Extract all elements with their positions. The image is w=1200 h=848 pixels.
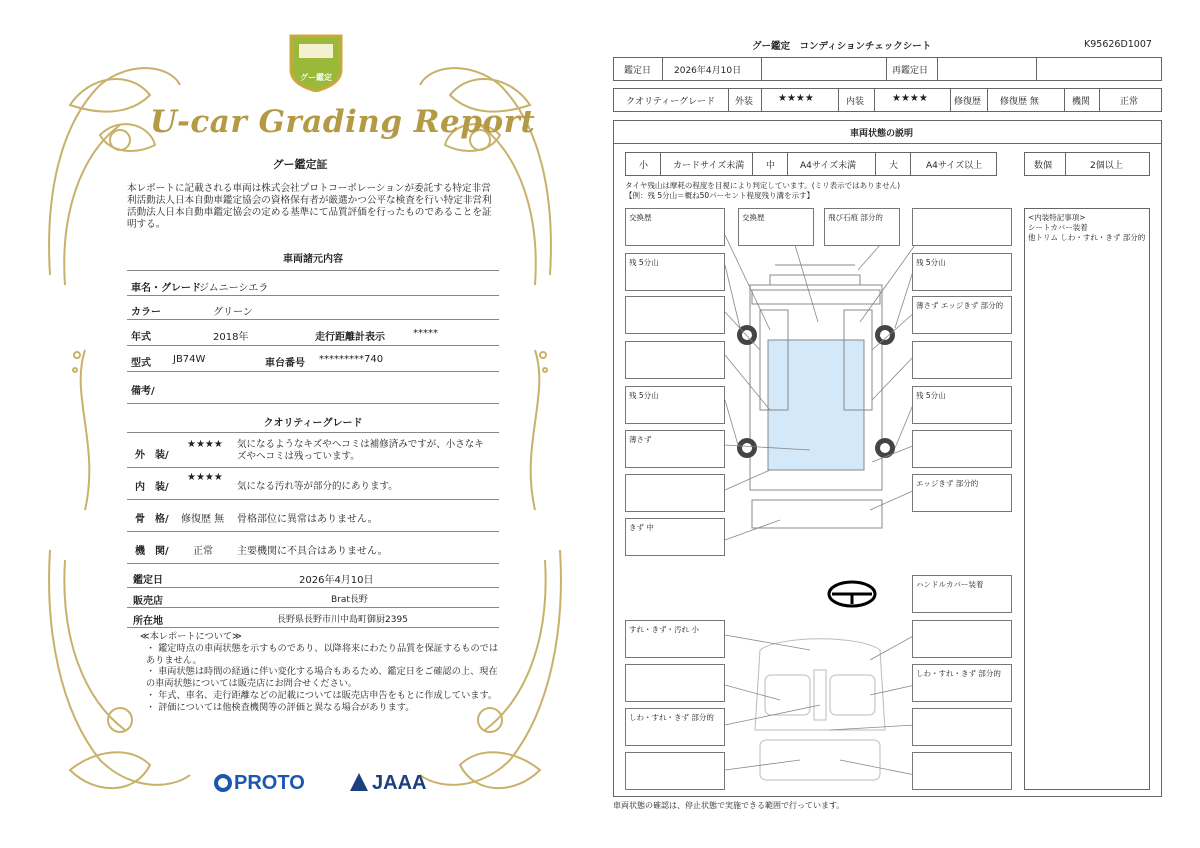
annotation-text: 薄さず [629,435,652,444]
exterior-row [127,432,499,468]
size-mid-desc: A4サイズ未満 [800,161,857,171]
year-value: 2018年 [213,332,249,343]
annotation-box [912,296,1012,334]
annotation-box [912,341,1012,379]
repair-value: 修復歴 無 [1000,97,1039,107]
int-stars: ★★★★ [892,93,928,104]
annotation-box [625,664,725,702]
ext-stars: ★★★★ [778,93,814,104]
annotation-box [625,708,725,746]
annotation-box [625,620,725,658]
annotation-box [912,208,1012,246]
address-label: 所在地 [133,616,163,627]
frame-row [127,500,499,532]
shop-label: 販売店 [133,596,163,607]
jaaa-logo-text: JAAA [372,772,427,794]
annotation-box [738,208,814,246]
annotation-box [912,575,1012,613]
date-value: 2026年4月10日 [674,66,742,76]
annotation-box [625,430,725,468]
address-value: 長野県長野市川中島町御厨2395 [277,615,408,625]
annotation-text: エッジきず 部分的 [916,479,979,488]
model-value: JB74W [173,354,206,365]
engine-text: 主要機関に不具合はありません。 [237,546,388,557]
side-ornament-right [515,345,555,515]
specs-title: 車両諸元内容 [283,254,343,265]
remarks-label: 備考/ [131,386,155,397]
interior-label: 内 装/ [135,482,169,493]
reappraisal-label: 再鑑定日 [892,66,929,76]
logo-text: グー鑑定 [300,73,332,82]
mileage-value: ***** [413,328,438,339]
annotation-box [912,474,1012,512]
tire-note-2: 【例：残 5分山＝概ね50パーセント程度残り溝を示す】 [625,191,815,200]
annotation-text: 交換歴 [629,213,652,222]
annotation-box [912,708,1012,746]
year-label: 年式 [131,332,151,343]
quality-label: クオリティーグレード [626,97,716,107]
special-notes-title: <内装特記事項> [1028,213,1086,222]
annotation-text: しわ・すれ・きず 部分的 [916,669,1001,678]
color-row [127,296,499,320]
frame-label: 骨 格/ [135,514,169,525]
annotation-text: 飛び石痕 部分的 [828,213,883,222]
proto-logo [214,772,305,795]
jaaa-logo [350,772,426,795]
interior-text: 気になる汚れ等が部分的にあります。 [237,481,398,492]
exterior-text: 気になるようなキズやヘコミは補修済みですが、小さなキズやヘコミは残っています。 [237,439,484,462]
int-label: 内装 [846,97,865,107]
address-row [127,608,499,628]
annotation-text: きず 中 [629,523,654,532]
state-title: 車両状態の説明 [850,129,914,139]
annotation-text: 交換歴 [742,213,765,222]
annotation-box [912,752,1012,790]
model-label: 型式 [131,358,151,369]
annotation-box [912,620,1012,658]
exterior-label: 外 装/ [135,450,169,461]
proto-mark-icon [214,774,232,792]
notes-title: ≪本レポートについて≫ [140,631,242,642]
jaaa-mark-icon [350,773,368,791]
count-desc: 2個以上 [1090,161,1123,171]
appraisal-date-value: 2026年4月10日 [299,575,374,586]
engine-row [127,532,499,564]
note-item: ・ 鑑定時点の車両状態を示すものであり、以降将来にわたり品質を保証するものではありません。 [146,642,499,666]
size-large: 大 [889,161,899,171]
car-name-label: 車名・グレード [131,283,201,294]
footer-note: 車両状態の確認は、停止状態で実施できる範囲で行っています。 [613,801,845,810]
ext-label: 外装 [735,97,754,107]
tire-note-1: タイヤ残山は摩耗の程度を目視により判定しています。(ミリ表示ではありません) [625,181,901,190]
appraisal-date-label: 鑑定日 [133,575,163,586]
sheet-title: グー鑑定 コンディションチェックシート [752,41,932,52]
appraisal-date-row [127,564,499,588]
annotation-text: 残 5分山 [916,258,946,267]
side-ornament-left [65,345,105,515]
annotation-box [625,253,725,291]
year-row [127,320,499,346]
car-name-value: ジムニーシエラ [199,283,269,294]
certificate-intro: 本レポートに記載される車両は株式会社プロトコーポレーションが委託する特定非営利活動法人日本自動車鑑定協会の資格保有者が厳選かつ公平な検査を行い特定非営利活動法人日本自動車鑑定協会の定める基準にて品質評価を行ったものであることを証明する。 [127,183,492,230]
annotation-box [625,752,725,790]
size-mid: 中 [766,161,776,171]
frame-value: 修復歴 無 [181,514,225,525]
annotation-box [625,208,725,246]
annotation-box [912,664,1012,702]
special-note-1: シートカバー装着 [1028,223,1088,232]
car-name-row [127,270,499,296]
chassis-value: *********740 [319,354,384,365]
mileage-label: 走行距離計表示 [315,332,385,343]
repair-label: 修復歴 [954,97,982,107]
special-notes-panel [1024,208,1150,790]
annotation-text: すれ・きず・汚れ 小 [629,625,699,634]
annotation-box [912,253,1012,291]
sheet-code: K95626D1007 [1084,39,1152,50]
note-item: ・ 評価については他検査機関等の評価と異なる場合があります。 [146,701,415,713]
certificate-title: グー鑑定証 [272,158,328,171]
proto-logo-text: PROTO [234,772,305,794]
annotation-text: 薄さず エッジきず 部分的 [916,301,1004,310]
interior-row [127,468,499,500]
engine-label: 機 関/ [135,546,169,557]
interior-stars: ★★★★ [187,472,223,483]
report-script-title: U-car Grading Report [150,104,536,140]
report-notes [140,631,500,714]
annotation-text: 残 5分山 [916,391,946,400]
annotation-text: 残 5分山 [629,258,659,267]
annotation-box [912,430,1012,468]
chassis-label: 車台番号 [265,358,305,369]
annotation-box [625,341,725,379]
color-label: カラー [131,307,161,318]
annotation-box [824,208,900,246]
goo-appraisal-logo [287,30,345,92]
engine-value: 正常 [193,546,213,557]
blank-cell [1036,57,1162,81]
model-row [127,346,499,372]
annotation-box [625,474,725,512]
annotation-box [625,518,725,556]
exterior-stars: ★★★★ [187,439,223,450]
annotation-text: しわ・すれ・きず 部分的 [629,713,714,722]
annotation-box [625,296,725,334]
count-label: 数個 [1034,161,1053,171]
shop-row [127,588,499,608]
size-small-desc: カードサイズ未満 [673,161,745,171]
annotation-box [625,386,725,424]
date-label: 鑑定日 [624,66,652,76]
shop-value: Brat長野 [331,595,368,605]
annotation-box [912,386,1012,424]
engine-label: 機関 [1072,97,1091,107]
remarks-row [127,372,499,404]
frame-text: 骨格部位に異常はありません。 [237,514,378,525]
special-note-2: 他トリム しわ・すれ・きず 部分的 [1028,233,1146,242]
color-value: グリーン [213,307,253,318]
annotation-text: ハンドルカバー装着 [916,580,984,589]
engine-value: 正常 [1120,97,1139,107]
size-large-desc: A4サイズ以上 [926,161,983,171]
grade-title: クオリティーグレード [263,418,363,429]
note-item: ・ 車両状態は時間の経過に伴い変化する場合もあるため、鑑定日をご確認の上、現在の車両状態については販売店にお問合せください。 [146,666,498,690]
size-small: 小 [639,161,649,171]
annotation-text: 残 5分山 [629,391,659,400]
note-item: ・ 年式、車名、走行距離などの記載については販売店申告をもとに作成しています。 [146,689,498,701]
